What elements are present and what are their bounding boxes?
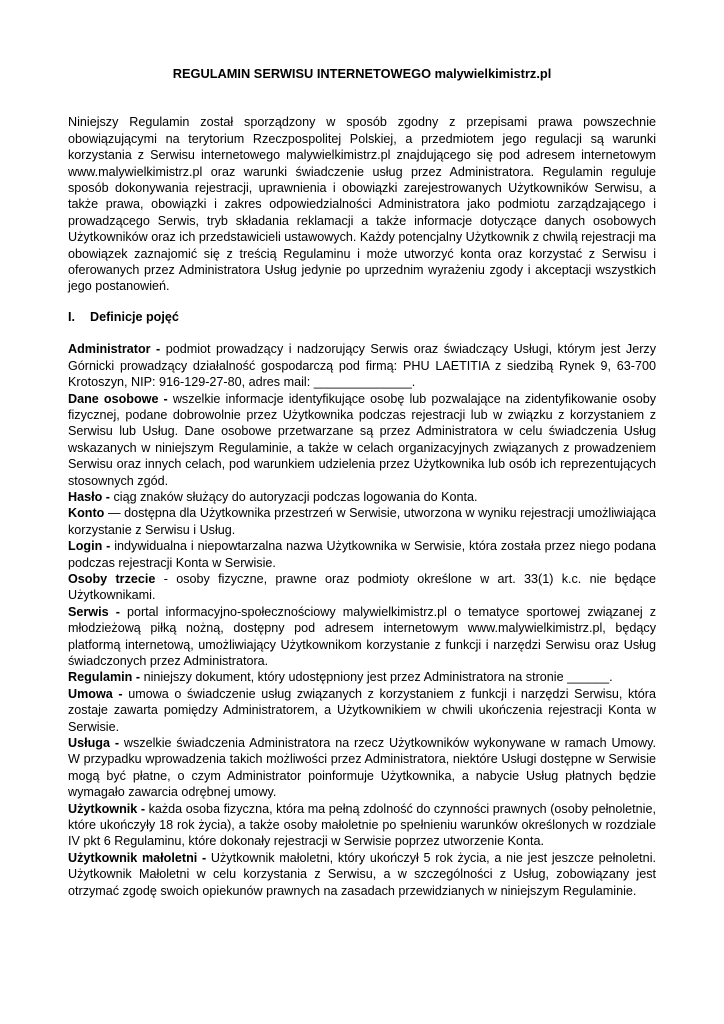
definition-usluga bbox=[68, 735, 656, 801]
definition-text: podmiot prowadzący i nadzorujący Serwis oraz świadczący Usługi, którym jest Jerzy Górnicki prowadzący działalność gospodarczą pod firmą: PHU LAETITIA z siedzibą Rynek 9, 63-700 Krotoszyn, NIP: 916-129-27-80, adres mail: ______________. bbox=[68, 342, 656, 390]
definition-term: Usługa - bbox=[68, 736, 120, 751]
definition-term: Użytkownik - bbox=[68, 801, 146, 816]
definition-administrator bbox=[68, 341, 656, 390]
definitions-list bbox=[68, 341, 656, 899]
definition-term: Administrator - bbox=[68, 342, 161, 357]
definition-text: - osoby fizyczne, prawne oraz podmioty określone w art. 33(1) k.c. nie będące Użytkownikami. bbox=[68, 571, 657, 603]
definition-umowa bbox=[68, 686, 656, 735]
definition-term: Serwis - bbox=[68, 604, 120, 619]
definition-text: wszelkie informacje identyfikujące osobę lub pozwalające na zidentyfikowanie osoby fizycznej, podane dobrowolnie przez Użytkownika podczas rejestracji lub w związku z korzystaniem z Serwisu lub Usług. Dane osobowe przetwarzane są przez Administratora w celu świadczenia Usług wskazanych w niniejszym Regulaminie, a także w celach organizacyjnych związanych z prowadzeniem Serwisu oraz innych celach, pod warunkiem udzielenia przez Użytkownika lub osób ich reprezentujących stosownych zgód. bbox=[68, 391, 656, 488]
intro-paragraph: Niniejszy Regulamin został sporządzony w sposób zgodny z przepisami prawa powszechnie obowiązującymi na terytorium Rzeczpospolitej Polskiej, a przedmiotem jego regulacji są warunki korzystania z Serwisu internetowego malywielkimistrz.pl znajdującego się pod adresem internetowym www.malywielkimistrz.pl oraz warunki świadczenie usług przez Administratora. Regulamin reguluje sposób dokonywania rejestracji, uprawnienia i obowiązki zarejestrowanych Użytkowników Serwisu, a także prawa, obowiązki i zakres odpowiedzialności Administratora jako podmiotu zarządzającego i prowadzącego Serwis, tryb składania reklamacji a także informacje dotyczące danych osobowych Użytkowników oraz ich przedstawicieli ustawowych. Każdy potencjalny Użytkownik z chwilą rejestracji ma obowiązek zaznajomić się z treścią Regulaminu i może utworzyć konta oraz korzystać z Serwisu i oferowanych przez Administratora Usług jedynie po uprzednim wyrażeniu zgody i akceptacji wszystkich jego postanowień. bbox=[68, 115, 656, 294]
definition-dane-osobowe bbox=[68, 391, 656, 489]
section-heading bbox=[68, 309, 656, 325]
document-page bbox=[68, 66, 656, 899]
definition-text: Użytkownik małoletni, który ukończył 5 rok życia, a nie jest jeszcze pełnoletni. Użytkownik Małoletni w celu korzystania z Serwisu, a w szczególności z Usług, zobowiązany jest otrzymać zgodę swoich opiekunów prawnych na zasadach przewidzianych w niniejszym Regulaminie. bbox=[68, 850, 656, 898]
definition-uzytkownik-maloletni bbox=[68, 850, 656, 899]
definition-serwis bbox=[68, 604, 656, 670]
definition-text: portal informacyjno-społecznościowy malywielkimistrz.pl o tematyce sportowej związanej z młodzieżową piłką nożną, dostępny pod adresem internetowym www.malywielkimistrz.pl, będący platformą internetową, umożliwiający Użytkownikom korzystanie z funkcji i narzędzi Serwisu oraz Usług świadczonych przez Administratora. bbox=[68, 604, 656, 668]
definition-text: ciąg znaków służący do autoryzacji podczas logowania do Konta. bbox=[110, 489, 478, 504]
definition-term: Umowa - bbox=[68, 686, 123, 701]
definition-regulamin bbox=[68, 669, 656, 685]
definition-text: każda osoba fizyczna, która ma pełną zdolność do czynności prawnych (osoby pełnoletnie, które ukończyły 18 rok życia), a także osoby małoletnie po spełnieniu warunków określonych w rozdziale IV pkt 6 Regulaminu, które dokonały rejestracji w Serwisie poprzez utworzenie Konta. bbox=[68, 801, 656, 849]
definition-uzytkownik bbox=[68, 801, 656, 850]
document-title: REGULAMIN SERWISU INTERNETOWEGO malywielkimistrz.pl bbox=[172, 66, 552, 81]
definition-haslo bbox=[68, 489, 656, 505]
definition-konto bbox=[68, 505, 656, 538]
definition-text: indywidualna i niepowtarzalna nazwa Użytkownika w Serwisie, która została przez niego podana podczas rejestracji Konta w Serwisie. bbox=[68, 539, 656, 570]
definition-term: Login - bbox=[68, 539, 111, 554]
definition-term: Użytkownik małoletni - bbox=[68, 850, 207, 865]
definition-text: — dostępna dla Użytkownika przestrzeń w Serwisie, utworzona w wyniku rejestracji umożliwiająca korzystanie z Serwisu i Usług. bbox=[68, 506, 656, 537]
definition-text: umowa o świadczenie usług związanych z korzystaniem z funkcji i narzędzi Serwisu, która zostaje zawarta pomiędzy Administratorem, a Użytkownikiem w chwili ukończenia rejestracji Konta w Serwisie. bbox=[68, 686, 656, 734]
definition-login bbox=[68, 538, 656, 571]
definition-term: Konto bbox=[68, 506, 105, 521]
definition-term: Osoby trzecie bbox=[68, 571, 156, 586]
definition-term: Hasło - bbox=[68, 489, 110, 504]
definition-term: Regulamin - bbox=[68, 670, 141, 685]
section-number: I. bbox=[68, 309, 75, 324]
definition-term: Dane osobowe - bbox=[68, 391, 168, 406]
definition-text: wszelkie świadczenia Administratora na rzecz Użytkowników wykonywane w ramach Umowy. W przypadku wprowadzenia takich możliwości przez Administratora, niektóre Usługi dostępne w Serwisie mogą być płatne, o czym Administrator poinformuje Użytkownika, a nabycie Usług płatnych będzie wymagało zawarcia odrębnej umowy. bbox=[68, 736, 656, 800]
definition-text: niniejszy dokument, który udostępniony jest przez Administratora na stronie ______. bbox=[140, 670, 613, 685]
section-title: Definicje pojęć bbox=[90, 309, 179, 324]
definition-osoby-trzecie bbox=[68, 571, 656, 604]
